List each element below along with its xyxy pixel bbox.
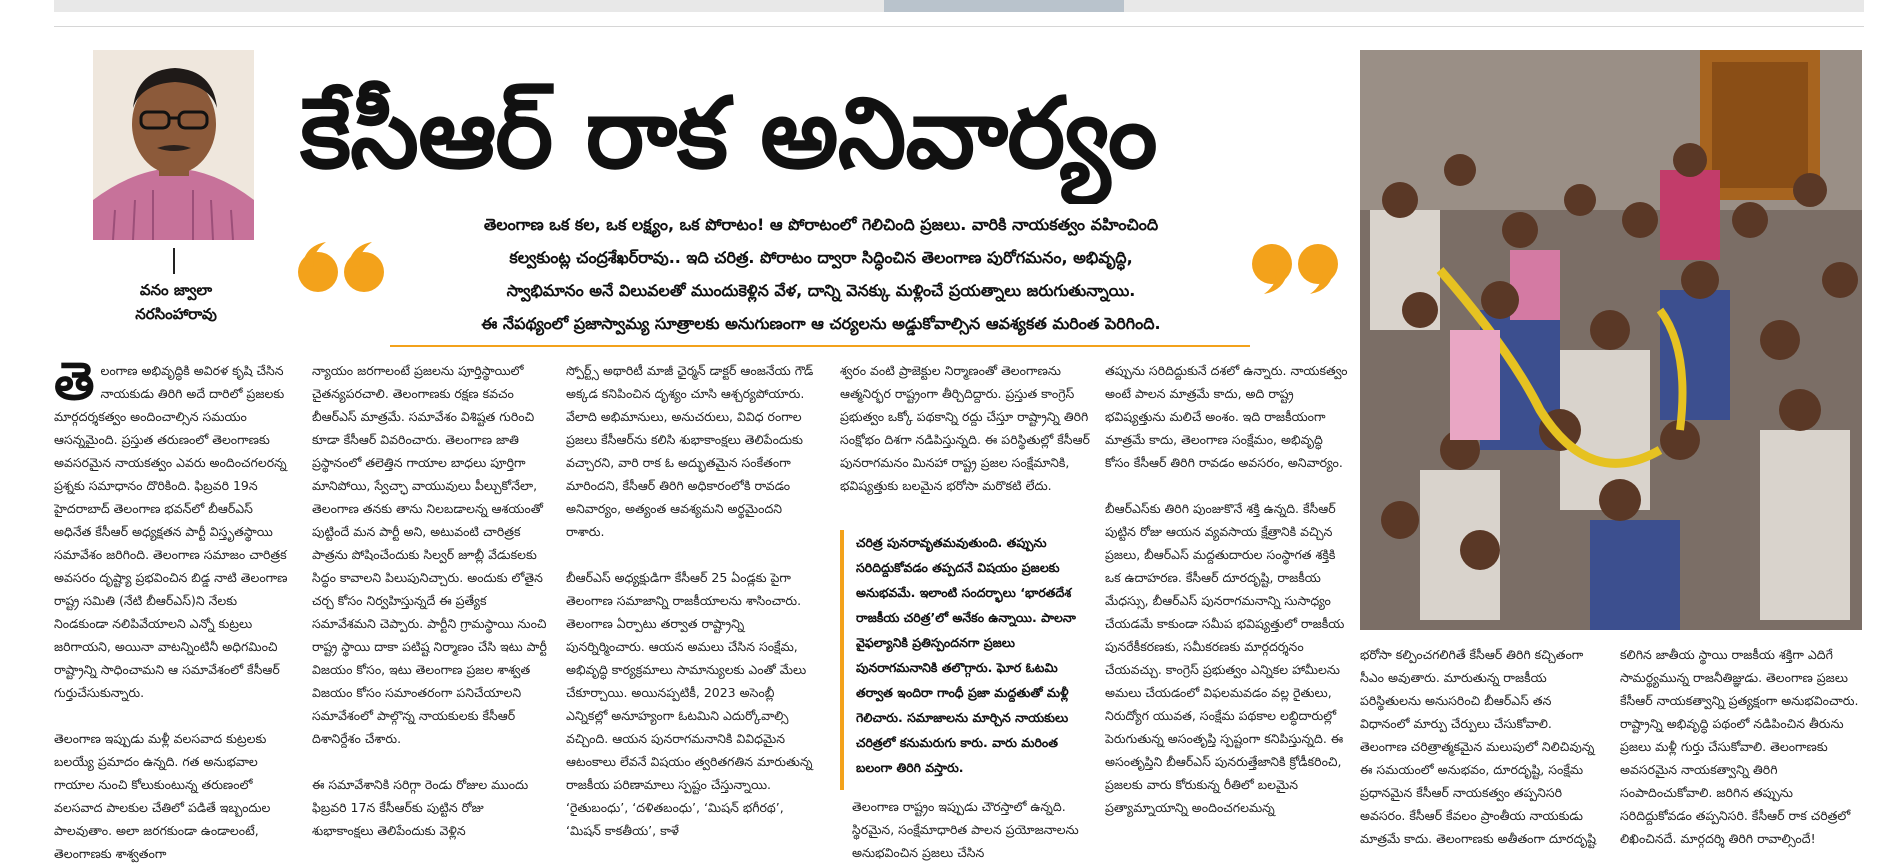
news-photo xyxy=(1360,50,1862,630)
paragraph: ఈ సమావేశానికి సరిగ్గా రెండు రోజుల ముందు ఫిబ్రవరి 17న కేసీఆర్‌కు పుట్టిన రోజు శుభాకాంక్షలు తెలిపేందుకు వెళ్లిన xyxy=(312,777,529,838)
author-divider xyxy=(173,248,175,274)
paragraph: బీఆర్ఎస్‌కు తిరిగి పుంజుకొనే శక్తి ఉన్నది. కేసీఆర్ పుట్టిన రోజు ఆయన వ్యవసాయ క్షేత్రానికి వచ్చిన ప్రజలు, బీఆర్ఎస్ మద్దతుదారుల సంస్థాగత శక్తికి ఒక ఉదాహరణ. కేసీఆర్ దూరదృష్టి, రాజకీయ మేధస్సు, బీఆర్ఎస్ పునరాగమనాన్ని సుసాధ్యం చేయడమే కాకుండా సమీప భవిష్యత్తులో రాజకీయ పునరేకీకరణకు, సమీకరణకు మార్గదర్శనం చేయవచ్చు. కాంగ్రెస్ ప్రభుత్వం ఎన్నికల హామీలను అమలు చేయడంలో విఫలమవడం వల్ల రైతులు, నిరుద్యోగ యువత, సంక్షేమ పథకాల లబ్ధిదారుల్లో పెరుగుతున్న అసంతృప్తి స్పష్టంగా కనిపిస్తున్నది. ఈ అసంతృప్తిని బీఆర్ఎస్ పునరుత్తేజానికి క్రోడీకరించి, ప్రజలకు వారు కోరుకున్న రీతిలో బలమైన ప్రత్యామ్నాయాన్ని అందించగలమన్న xyxy=(1105,501,1345,815)
article-column-2 xyxy=(312,359,548,868)
article-column-5 xyxy=(1105,359,1350,868)
top-bar-highlight xyxy=(884,0,1124,12)
intro-line: తెలంగాణ ఒక కల, ఒక లక్ష్యం, ఒక పోరాటం! ఆ పోరాటంలో గెలిచింది ప్రజలు. వారికి నాయకత్వం వహించింది xyxy=(483,215,1159,234)
top-divider xyxy=(54,26,1864,27)
pull-quote-text: చరిత్ర పునరావృతమవుతుంది. తప్పును సరిదిద్దుకోవడం తప్పదనే విషయం ప్రజలకు అనుభవమే. ఇలాంటి సందర్భాలు ‘భారతదేశ రాజకీయ చరిత్ర’లో అనేకం ఉన్నాయి. పాలనా వైఫల్యానికి ప్రతిస్పందనగా ప్రజలు పునరాగమనానికి తలొగ్గారు. ఘోర ఓటమి తర్వాత ఇందిరా గాంధీ ప్రజా మద్దతుతో మళ్లీ గెలిచారు. సమాజాలను మార్చిన నాయకులు చరిత్రలో కనుమరుగు కారు. వారు మరింత బలంగా తిరిగి వస్తారు. xyxy=(856,535,1076,775)
paragraph: శ్వరం వంటి ప్రాజెక్టుల నిర్మాణంతో తెలంగాణను ఆత్మనిర్భర రాష్ట్రంగా తీర్చిదిద్దారు. ప్రస్తుత కాంగ్రెస్ ప్రభుత్వం ఒక్కో పథకాన్ని రద్దు చేస్తూ రాష్ట్రాన్ని తిరిగి సంక్షోభం దిశగా నడిపిస్తున్నది. ఈ పరిస్థితుల్లో కేసీఆర్ పునరాగమనం మినహా రాష్ట్ర ప్రజల సంక్షేమానికి, భవిష్యత్తుకు బలమైన భరోసా మరొకటి లేదు. xyxy=(840,363,1090,493)
intro-line: ఈ నేపథ్యంలో ప్రజాస్వామ్య సూత్రాలకు అనుగుణంగా ఆ చర్యలను అడ్డుకోవాల్సిన ఆవశ్యకత మరింత పెరిగింది. xyxy=(481,314,1161,333)
close-quote-icon xyxy=(1244,238,1344,298)
article-column-7 xyxy=(1620,643,1862,868)
article-column-6 xyxy=(1360,643,1600,868)
drop-cap: తె xyxy=(54,359,95,412)
paragraph: తెలంగాణ రాష్ట్రం ఇప్పుడు చౌరస్తాలో ఉన్నది. స్థిరమైన, సంక్షేమాధారిత పాలన ప్రయోజనాలను అనుభవించిన ప్రజలు చేసిన xyxy=(852,799,1079,860)
page-top-bar xyxy=(54,0,1864,12)
article-headline: కేసీఆర్ రాక అనివార్యం xyxy=(300,77,1157,191)
intro-line: స్వాభిమానం అనే విలువలతో ముందుకెళ్లిన వేళ, దాన్ని వెనక్కు మళ్లించే ప్రయత్నాలు జరుగుతున్నాయి. xyxy=(506,281,1136,300)
paragraph: తెలంగాణ ఇప్పుడు మళ్లీ వలసవాద కుట్రలకు బలయ్యే ప్రమాదం ఉన్నది. గత అనుభవాల గాయాల నుంచి కోలుకుంటున్న తరుణంలో వలసవాద పాలకుల చేతిలో పడితే ఇబ్బందుల పాలవుతాం. అలా జరగకుండా ఉండాలంటే, తెలంగాణకు శాశ్వతంగా xyxy=(54,731,271,861)
paragraph: స్పోర్ట్స్ అథారిటీ మాజీ ఛైర్మన్ డాక్టర్ ఆంజనేయ గౌడ్ అక్కడ కనిపించిన దృశ్యం చూసి ఆశ్చర్యపోయారు. వేలాది అభిమానులు, అనుచరులు, వివిధ రంగాల ప్రజలు కేసీఆర్‌ను కలిసి శుభాకాంక్షలు తెలిపేందుకు వచ్చారని, వారి రాక ఓ అద్భుతమైన సంకేతంగా మారిందని, కేసీఆర్ తిరిగి అధికారంలోకి రావడం అనివార్యం, అత్యంత ఆవశ్యమని అర్థమైందని రాశారు. xyxy=(566,363,814,539)
article-column-3 xyxy=(566,359,814,868)
author-portrait xyxy=(93,50,254,240)
paragraph: భరోసా కల్పించగలిగితే కేసీఆర్ తిరిగి కచ్చితంగా సీఎం అవుతారు. మారుతున్న రాజకీయ పరిస్థితులను అనుసరించి బీఆర్ఎస్ తన విధానంలో మార్పు చేర్పులు చేసుకోవాలి. తెలంగాణ చరిత్రాత్మకమైన మలుపులో నిలిచివున్న ఈ సమయంలో అనుభవం, దూరదృష్టి, సంక్షేమ ప్రధానమైన కేసీఆర్ నాయకత్వం తప్పనిసరి అవసరం. కేసీఆర్ కేవలం ప్రాంతీయ నాయకుడు మాత్రమే కాదు. తెలంగాణకు అతీతంగా దూరదృష్టి xyxy=(1360,647,1596,846)
author-byline xyxy=(96,278,256,326)
intro-deck xyxy=(396,208,1246,340)
article-column-4 xyxy=(840,359,1090,509)
author-name-line2: నరసింహారావు xyxy=(135,305,217,323)
article-column-1 xyxy=(54,359,294,868)
article-column-4-bottom xyxy=(852,795,1092,868)
author-name-line1: వనం జ్వాలా xyxy=(139,281,213,299)
pull-quote xyxy=(840,530,1092,790)
intro-underline xyxy=(390,345,1250,347)
intro-line: కల్వకుంట్ల చంద్రశేఖర్‌రావు.. ఇది చరిత్ర. పోరాటం ద్వారా సిద్ధించిన తెలంగాణ పురోగమనం, అభివృద్ధి, xyxy=(509,248,1133,267)
open-quote-icon xyxy=(292,238,392,298)
paragraph: కలిగిన జాతీయ స్థాయి రాజకీయ శక్తిగా ఎదిగే సామర్థ్యమున్న రాజనీతిజ్ఞుడు. తెలంగాణ ప్రజలు కేసీఆర్ నాయకత్వాన్ని ప్రత్యక్షంగా అనుభవించారు. రాష్ట్రాన్ని అభివృద్ధి పథంలో నడిపించిన తీరును ప్రజలు మళ్లీ గుర్తు చేసుకోవాలి. తెలంగాణకు అవసరమైన నాయకత్వాన్ని తిరిగి సంపాదించుకోవాలి. జరిగిన తప్పును సరిదిద్దుకోవడం తప్పనిసరి. కేసీఆర్ రాక చరిత్రలో లిఖించినదే. మార్గదర్శి తిరిగి రావాల్సిందే! xyxy=(1620,647,1859,846)
paragraph: బీఆర్ఎస్ అధ్యక్షుడిగా కేసీఆర్ 25 ఏండ్లకు పైగా తెలంగాణ సమాజాన్ని రాజకీయాలను శాసించారు. తెలంగాణ ఏర్పాటు తర్వాత రాష్ట్రాన్ని పునర్నిర్మించారు. ఆయన అమలు చేసిన సంక్షేమ, అభివృద్ధి కార్యక్రమాలు సామాన్యులకు ఎంతో మేలు చేకూర్చాయి. అయినప్పటికీ, 2023 అసెంబ్లీ ఎన్నికల్లో అనూహ్యంగా ఓటమిని ఎదుర్కోవాల్సి వచ్చింది. ఆయన పునరాగమనానికి వివిధమైన ఆటంకాలు లేవనే విషయం త్వరితగతిన మారుతున్న రాజకీయ పరిణామాలు స్పష్టం చేస్తున్నాయి. ‘రైతుబంధు’, ‘దళితబంధు’, ‘మిషన్ భగీరథ’, ‘మిషన్ కాకతీయ’, కాళే xyxy=(566,570,813,838)
paragraph: న్యాయం జరగాలంటే ప్రజలను పూర్తిస్థాయిలో చైతన్యపరచాలి. తెలంగాణకు రక్షణ కవచం బీఆర్ఎస్ మాత్రమే. సమావేశం విశిష్టత గురించి కూడా కేసీఆర్ వివరించారు. తెలంగాణ జాతి ప్రస్థానంలో తలెత్తిన గాయాల బాధలు పూర్తిగా మానిపోయి, స్వేచ్ఛా వాయువులు పీల్చుకోనేలా, తెలంగాణ తనకు తాను నిలబడాలన్న ఆశయంతో పుట్టిందే మన పార్టీ అని, అటువంటి చారిత్రక పాత్రను పోషించేందుకు సిల్వర్ జూబ్లీ వేడుకలకు సిద్ధం కావాలని పిలుపునిచ్చారు. అందుకు లోతైన చర్చ కోసం నిర్వహిస్తున్నదే ఈ ప్రత్యేక సమావేశమని చెప్పారు. పార్టీని గ్రామస్థాయి నుంచి రాష్ట్ర స్థాయి దాకా పటిష్ట నిర్మాణం చేసి ఇటు పార్టీ విజయం కోసం, ఇటు తెలంగాణ ప్రజల శాశ్వత విజయం కోసం సమాంతరంగా పనిచేయాలని సమావేశంలో పాల్గొన్న నాయకులకు కేసీఆర్ దిశానిర్దేశం చేశారు. xyxy=(312,363,547,746)
paragraph: లంగాణ అభివృద్ధికి అవిరళ కృషి చేసిన నాయకుడు తిరిగి అదే దారిలో ప్రజలకు మార్గదర్శకత్వం అందించాల్సిన సమయం ఆసన్నమైంది. ప్రస్తుత తరుణంలో తెలంగాణకు అవసరమైన నాయకత్వం ఎవరు అందించగలరన్న ప్రశ్నకు సమాధానం దొరికింది. ఫిబ్రవరి 19న హైదరాబాద్ తెలంగాణ భవన్‌లో బీఆర్ఎస్ అధినేత కేసీఆర్ అధ్యక్షతన పార్టీ విస్తృతస్థాయి సమావేశం జరిగింది. తెలంగాణ సమాజం చారిత్రక అవసరం దృష్ట్యా ప్రభవించిన బిడ్డ నాటి తెలంగాణ రాష్ట్ర సమితి (నేటి బీఆర్ఎస్)ని నేలకు నిండకుండా నలిపివేయాలని ఎన్నో కుట్రలు జరిగాయని, అయినా వాటన్నింటినీ అధిగమించి రాష్ట్రాన్ని సాధించామని ఆ సమావేశంలో కేసీఆర్ గుర్తుచేసుకున్నారు. xyxy=(54,363,288,700)
paragraph: తప్పును సరిదిద్దుకునే దశలో ఉన్నారు. నాయకత్వం అంటే పాలన మాత్రమే కాదు, అది రాష్ట్ర భవిష్యత్తును మలిచే అంశం. ఇది రాజకీయంగా మాత్రమే కాదు, తెలంగాణ సంక్షేమం, అభివృద్ధి కోసం కేసీఆర్ తిరిగి రావడం అవసరం, అనివార్యం. xyxy=(1105,363,1348,470)
